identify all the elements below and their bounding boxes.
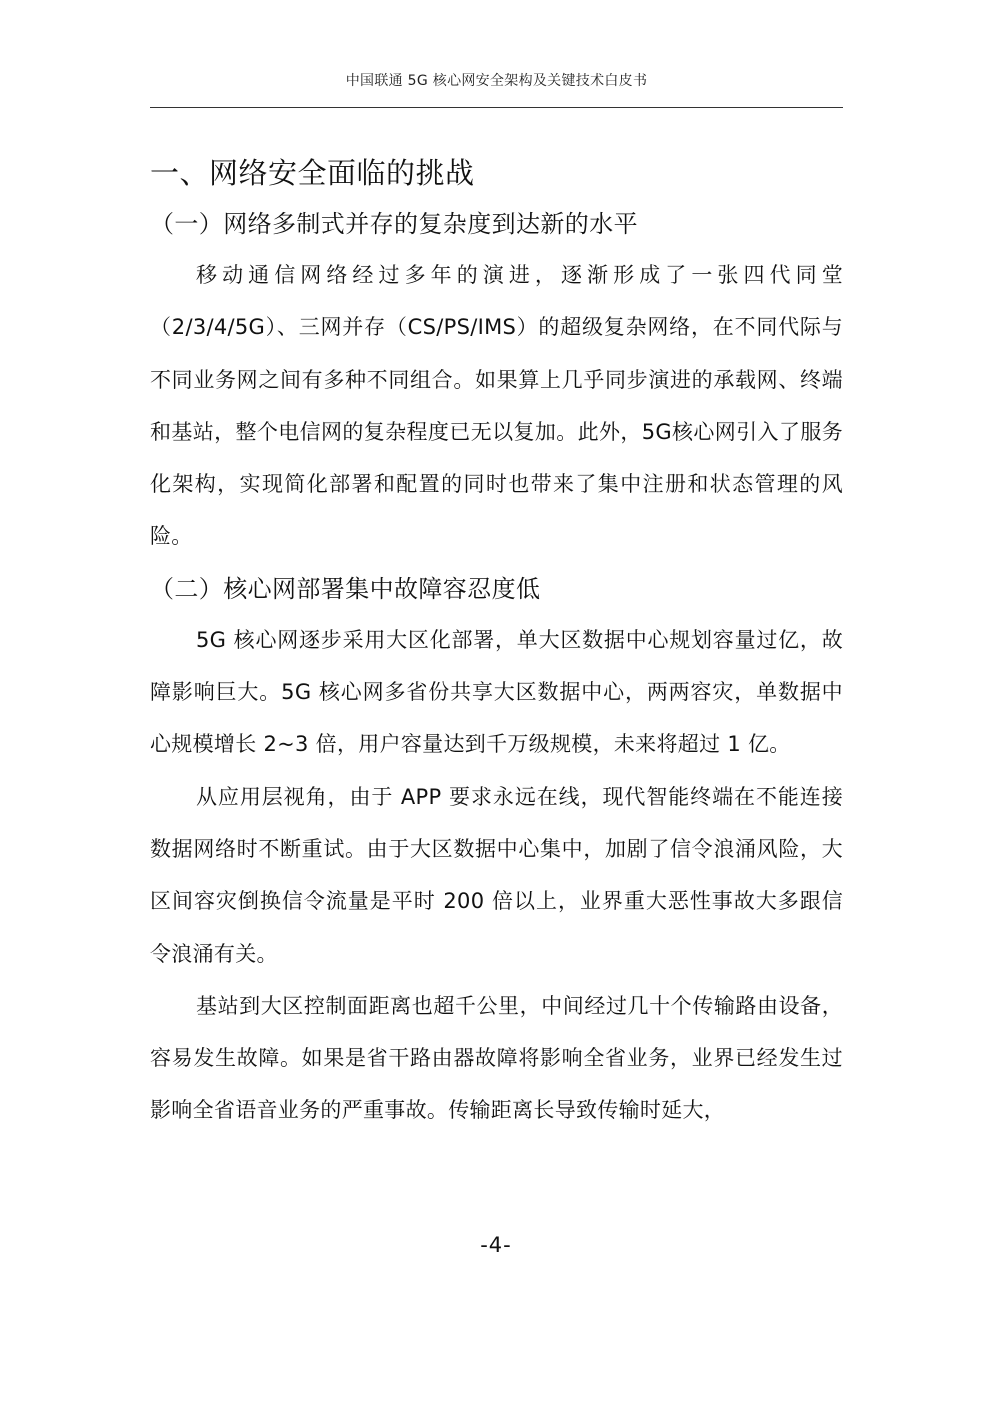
paragraph: 基站到大区控制面距离也超千公里，中间经过几十个传输路由设备，容易发生故障。如果是省干路由器故障将影响全省业务，业界已经发生过影响全省语音业务的严重事故。传输距离长导致传输时延大， [150, 993, 843, 1123]
paragraph: 5G 核心网逐步采用大区化部署，单大区数据中心规划容量过亿，故障影响巨大。5G 核心网多省份共享大区数据中心，两两容灾，单数据中心规模增长 2~3 倍，用户容量达到千万级规模，未来将超过 1 亿。 [150, 627, 843, 757]
subsection-heading-1: （一）网络多制式并存的复杂度到达新的水平 [150, 210, 638, 238]
subsection-heading-2: （二）核心网部署集中故障容忍度低 [150, 574, 541, 603]
header-divider [150, 107, 843, 108]
paragraph: 从应用层视角，由于 APP 要求永远在线，现代智能终端在不能连接数据网络时不断重试。由于大区数据中心集中，加剧了信令浪涌风险，大区间容灾倒换信令流量是平时 200 倍以上，业界重大恶性事故大多跟信令浪涌有关。 [150, 784, 843, 966]
running-header: 中国联通 5G 核心网安全架构及关键技术白皮书 [345, 73, 648, 89]
page-number: -4- [480, 1233, 512, 1257]
paragraph: 移动通信网络经过多年的演进，逐渐形成了一张四代同堂（2/3/4/5G）、三网并存（CS/PS/IMS）的超级复杂网络，在不同代际与不同业务网之间有多种不同组合。如果算上几乎同步演进的承载网、终端和基站，整个电信网的复杂程度已无以复加。此外，5G核心网引入了服务化架构，实现简化部署和配置的同时也带来了集中注册和状态管理的风险。 [150, 263, 843, 549]
section-heading: 一、网络安全面临的挑战 [150, 156, 475, 190]
document-body [150, 150, 843, 1137]
